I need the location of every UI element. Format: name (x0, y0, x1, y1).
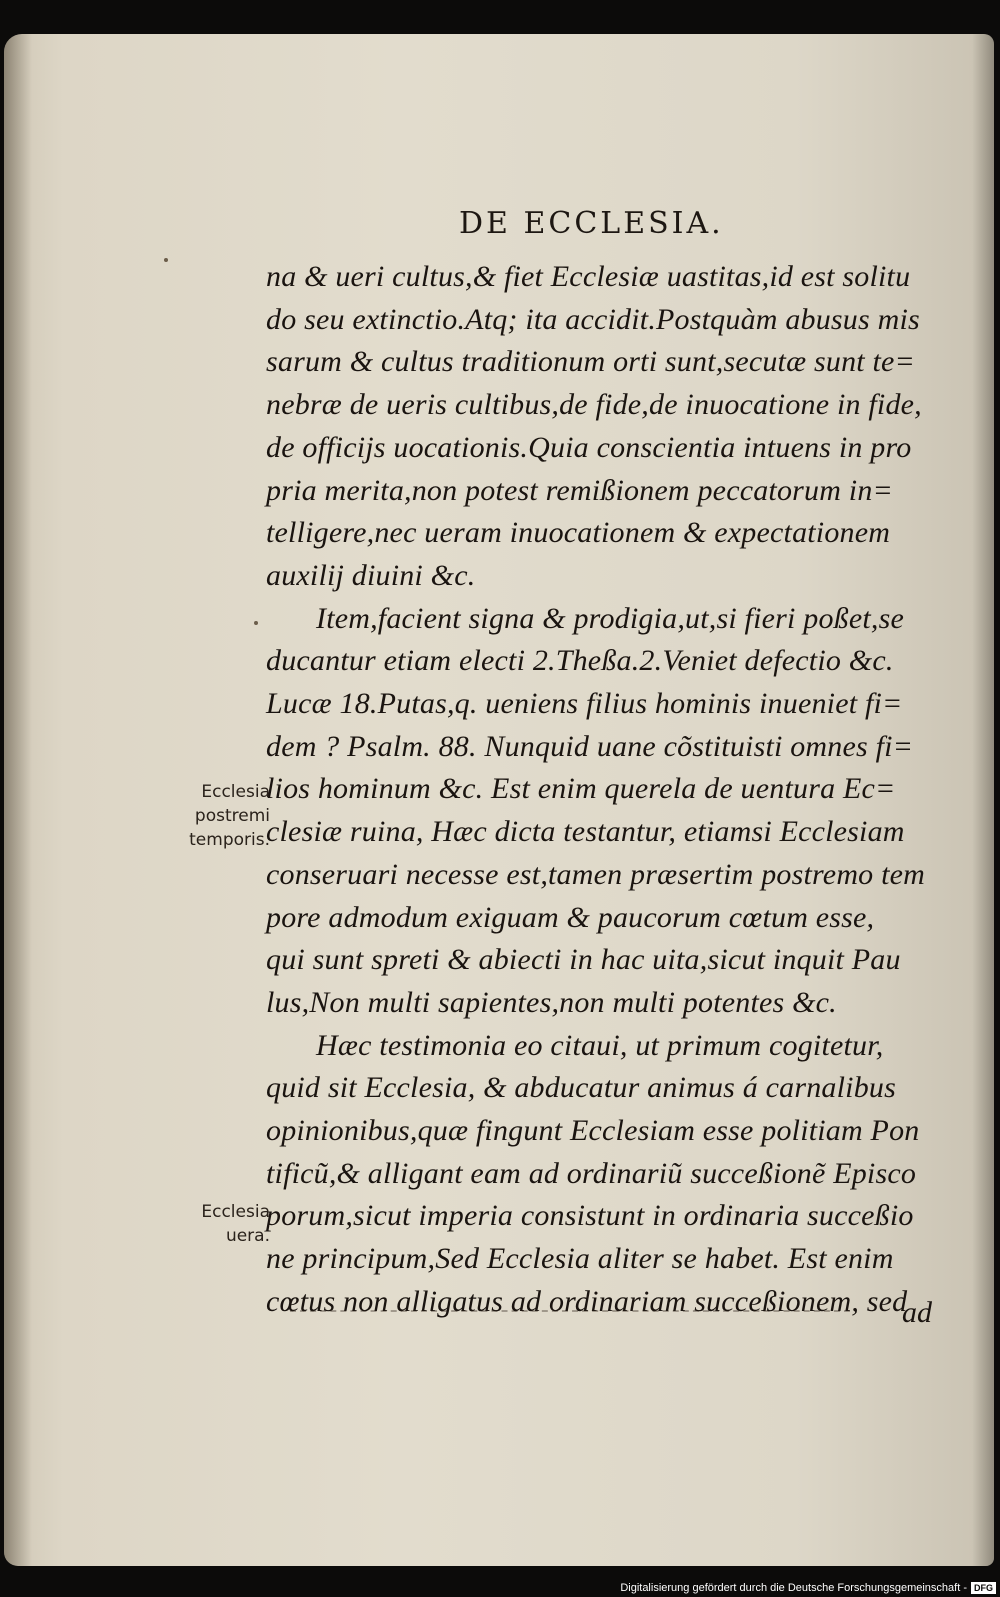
marginal-line: Ecclesia (201, 782, 270, 802)
text-line: qui sunt spreti & abiecti in hac uita,sicut inquit Pau (266, 943, 901, 977)
text-line: lus,Non multi sapientes,non multi potentes &c. (266, 985, 837, 1019)
text-line: pria merita,non potest remißionem peccatorum in= (266, 473, 893, 507)
body-text (266, 256, 956, 1324)
text-line: Hæc testimonia eo citaui, ut primum cogitetur, (316, 1028, 884, 1062)
text-line: sarum & cultus traditionum orti sunt,secutæ sunt te= (266, 345, 915, 379)
text-line: Item,facient signa & prodigia,ut,si fieri poßet,se (316, 601, 904, 635)
text-line: de officijs uocationis.Quia conscientia intuens in pro (266, 430, 912, 464)
text-line: dem ? Psalm. 88. Nunquid uane cõstituisti omnes fi= (266, 729, 914, 763)
text-line: lios hominum &c. Est enim querela de uentura Ec= (266, 772, 896, 806)
text-line: pore admodum exiguam & paucorum cœtum esse, (266, 900, 875, 934)
running-head: DE ECCLESIA. (459, 206, 724, 241)
marginal-line: Ecclesia (201, 1202, 270, 1222)
marginal-line: postremi (194, 806, 270, 826)
text-line: auxilij diuini &c. (266, 558, 476, 592)
text-line: quid sit Ecclesia, & abducatur animus á carnalibus (266, 1071, 896, 1105)
catchword: ad (902, 1296, 932, 1329)
text-line: ne principum,Sed Ecclesia aliter se habet. Est enim (266, 1242, 894, 1276)
text-line: telligere,nec ueram inuocationem & expectationem (266, 516, 891, 550)
text-line: Lucæ 18.Putas,q. ueniens filius hominis inueniet fi= (266, 687, 903, 721)
marginal-line: temporis. (189, 830, 270, 850)
marginal-note-last-times (132, 780, 270, 852)
text-line: porum,sicut imperia consistunt in ordinaria succeßio (266, 1199, 914, 1233)
text-line: nebræ de ueris cultibus,de fide,de inuocatione in fide, (266, 388, 922, 422)
credit-text: Digitalisierung gefördert durch die Deutsche Forschungsgemeinschaft - (620, 1582, 967, 1594)
text-line: conseruari necesse est,tamen præsertim postremo tem (266, 857, 925, 891)
text-line: clesiæ ruina, Hæc dicta testantur, etiamsi Ecclesiam (266, 815, 905, 849)
paper-speck (164, 258, 168, 262)
text-line: opinionibus,quæ fingunt Ecclesiam esse politiam Pon (266, 1114, 920, 1148)
book-page (4, 34, 994, 1566)
dfg-logo: DFG (971, 1582, 996, 1594)
digitization-credit (620, 1582, 996, 1594)
text-line: tificũ,& alligant eam ad ordinariũ succeßionẽ Episco (266, 1156, 917, 1190)
text-line: na & ueri cultus,& fiet Ecclesiæ uastitas,id est solitu (266, 260, 911, 293)
paper-speck (254, 621, 258, 625)
bleed-through-rule (290, 1310, 850, 1312)
marginal-line: uera. (225, 1226, 270, 1246)
text-line: ducantur etiam electi 2.Theßa.2.Veniet defectio &c. (266, 644, 894, 678)
text-line: do seu extinctio.Atq; ita accidit.Postquàm abusus mis (266, 302, 920, 336)
marginal-note-true-church (132, 1200, 270, 1248)
text-line: cœtus non alligatus ad ordinariam succeßionem, sed (266, 1284, 908, 1318)
